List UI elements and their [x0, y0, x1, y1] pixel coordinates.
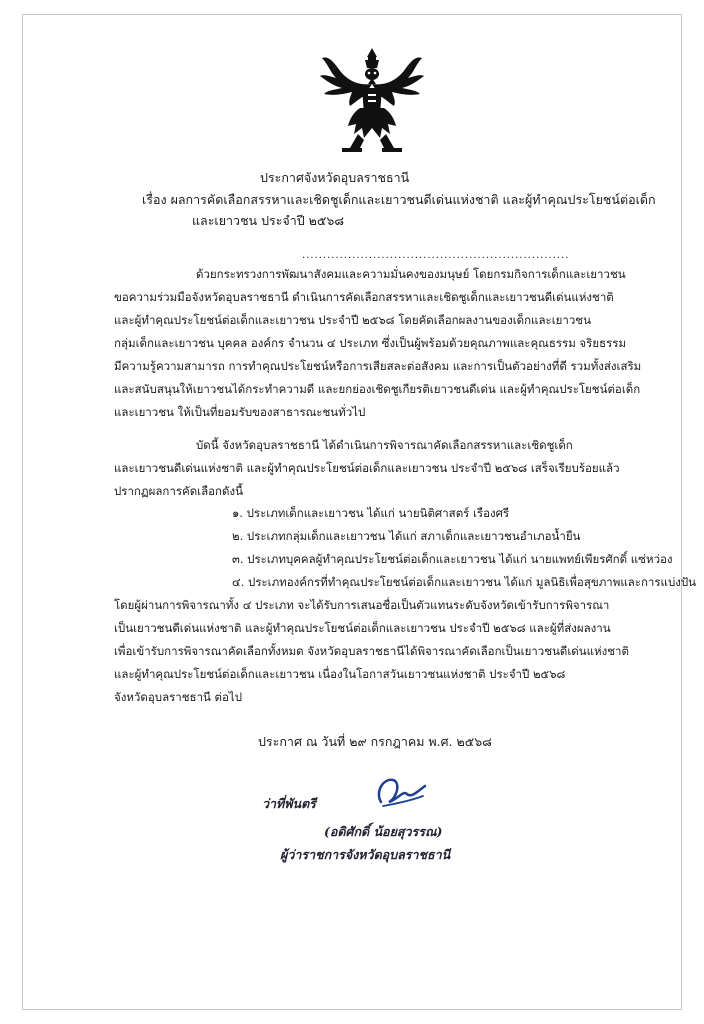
signatory-rank: ว่าที่พันตรี: [262, 796, 316, 811]
paragraph-1-line: ด้วยกระทรวงการพัฒนาสังคมและความมั่นคงของมนุษย์ โดยกรมกิจการเด็กและเยาวชน: [196, 267, 626, 281]
paragraph-2-line: ปรากฏผลการคัดเลือกดังนี้: [114, 484, 243, 498]
paragraph-1-line: และผู้ทำคุณประโยชน์ต่อเด็กและเยาวชน ประจำปี ๒๕๖๘ โดยคัดเลือกผลงานของเด็กและเยาวชน: [114, 313, 591, 327]
paragraph-1-line: และเยาวชน ให้เป็นที่ยอมรับของสาธารณะชนทั่วไป: [114, 405, 366, 419]
result-item: ๑. ประเภทเด็กและเยาวชน ได้แก่ นายนิติศาสตร์ เรืองศรี: [232, 506, 510, 520]
signatory-position: ผู้ว่าราชการจังหวัดอุบลราชธานี: [280, 847, 451, 862]
signature-icon: [373, 772, 429, 812]
paragraph-1-line: และสนับสนุนให้เยาวชนได้กระทำความดี และยกย่องเชิดชูเกียรติเยาวชนดีเด่น และผู้ทำคุณประโยชน์ต่อเด็ก: [114, 382, 641, 396]
paragraph-1-line: กลุ่มเด็กและเยาวชน บุคคล องค์กร จำนวน ๔ ประเภท ซึ่งเป็นผู้พร้อมด้วยคุณภาพและคุณธรรม จริยธรรม: [114, 336, 627, 350]
paragraph-3-line: โดยผู้ผ่านการพิจารณาทั้ง ๔ ประเภท จะได้รับการเสนอชื่อเป็นตัวแทนระดับจังหวัดเข้ารับการพิจารณา: [114, 598, 610, 612]
separator-dots: ................................................................: [302, 250, 570, 261]
paragraph-2-line: และเยาวชนดีเด่นแห่งชาติ และผู้ทำคุณประโยชน์ต่อเด็กและเยาวชน ประจำปี ๒๕๖๘ เสร็จเรียบร้อยแล้ว: [114, 461, 620, 475]
paragraph-2-line: บัดนี้ จังหวัดอุบลราชธานี ได้ดำเนินการพิจารณาคัดเลือกสรรหาและเชิดชูเด็ก: [196, 438, 573, 452]
paragraph-3-line: เป็นเยาวชนดีเด่นแห่งชาติ และผู้ทำคุณประโยชน์ต่อเด็กและเยาวชน ประจำปี ๒๕๖๘ และผู้ที่ส่งผลงาน: [114, 621, 611, 635]
subject-line-2: และเยาวชน ประจำปี ๒๕๖๘: [192, 213, 344, 228]
paragraph-3-line: จังหวัดอุบลราชธานี ต่อไป: [114, 690, 243, 704]
garuda-emblem-icon: [318, 46, 426, 156]
announcement-title: ประกาศจังหวัดอุบลราชธานี: [260, 170, 410, 185]
paragraph-3-line: และผู้ทำคุณประโยชน์ต่อเด็กและเยาวชน เนื่องในโอกาสวันเยาวชนแห่งชาติ ประจำปี ๒๕๖๘: [114, 667, 566, 681]
paragraph-1-line: ขอความร่วมมือจังหวัดอุบลราชธานี ดำเนินการคัดเลือกสรรหาและเชิดชูเด็กและเยาวชนดีเด่นแห่งชาติ: [114, 290, 614, 304]
result-item: ๒. ประเภทกลุ่มเด็กและเยาวชน ได้แก่ สภาเด็กและเยาวชนอำเภอน้ำยืน: [232, 529, 581, 543]
paragraph-1-line: มีความรู้ความสามารถ การทำคุณประโยชน์หรือการเสียสละต่อสังคม และการเป็นตัวอย่างที่ดี รวมทั้งส่งเสริม: [114, 359, 642, 373]
paragraph-3-line: เพื่อเข้ารับการพิจารณาคัดเลือกทั้งหมด จังหวัดอุบลราชธานีได้พิจารณาคัดเลือกเป็นเยาวชนดีเด่นแห่งชาติ: [114, 644, 629, 658]
result-item: ๓. ประเภทบุคคลผู้ทำคุณประโยชน์ต่อเด็กและเยาวชน ได้แก่ นายแพทย์เพียรศักดิ์ แซ่หว่อง: [232, 552, 673, 566]
subject-line-1: เรื่อง ผลการคัดเลือกสรรหาและเชิดชูเด็กและเยาวชนดีเด่นแห่งชาติ และผู้ทำคุณประโยชน์ต่อเด็ก: [142, 192, 656, 207]
announcement-date: ประกาศ ณ วันที่ ๒๙ กรกฎาคม พ.ศ. ๒๕๖๘: [258, 734, 492, 749]
result-item: ๔. ประเภทองค์กรที่ทำคุณประโยชน์ต่อเด็กและเยาวชน ได้แก่ มูลนิธิเพื่อสุขภาพและการแบ่งปัน: [232, 575, 697, 589]
signatory-name: (อดิศักดิ์ น้อยสุวรรณ): [324, 824, 443, 839]
